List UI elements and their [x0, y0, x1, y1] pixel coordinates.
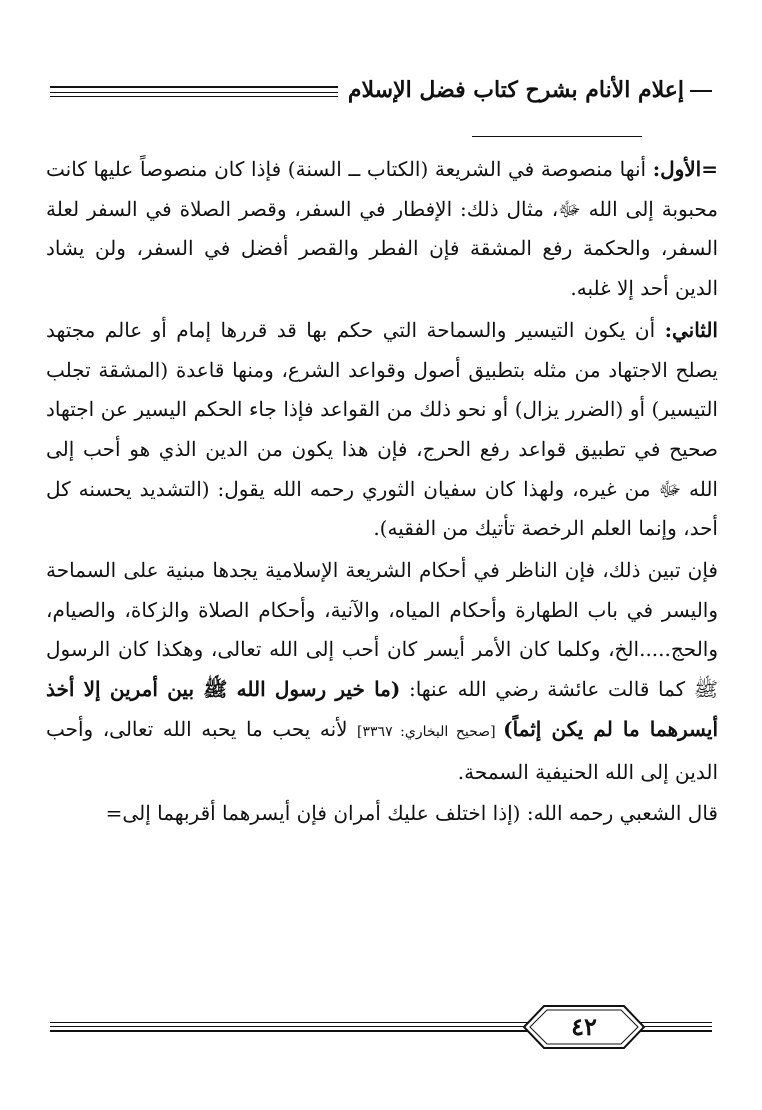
section-divider	[472, 136, 642, 137]
page-number: ٤٢	[571, 1012, 597, 1041]
page-footer	[50, 1000, 712, 1056]
point-label: =الأول:	[652, 157, 718, 181]
paragraph-shabi-quote	[46, 794, 718, 834]
page-number-badge	[522, 1004, 646, 1050]
paragraph-text: فإن تبين ذلك، فإن الناظر في أحكام الشريعة الإسلامية يجدها مبنية على السماحة واليسر في باب الطهارة وأحكام المياه، والآنية، وأحكام الصلاة والزكاة، والصيام، والحج.....الخ، وكلما كان الأمر أيسر كان أحب إلى الله تعالى، وهكذا كان الرسول ﷺ كما قالت عائشة رضي الله عنها:	[46, 558, 718, 702]
hadith-reference: [صحيح البخاري: ٣٣٦٧]	[357, 723, 504, 740]
page-body	[46, 150, 718, 980]
book-title: إعلام الأنام بشرح كتاب فضل الإسلام	[347, 77, 684, 103]
paragraph-first-point	[46, 150, 718, 309]
header-title-wrap	[338, 74, 712, 106]
paragraph-text: لأنه يحب ما يحبه الله تعالى، وأحب الدين إلى الله الحنيفية السمحة.	[46, 716, 718, 784]
paragraph-text: قال الشعبي رحمه الله: (إذا اختلف عليك أمران فإن أيسرهما أقربهما إلى=	[105, 801, 718, 826]
paragraph-conclusion	[46, 551, 718, 792]
paragraph-text: أنها منصوصة في الشريعة (الكتاب ــ السنة) فإذا كان منصوصاً عليها كانت محبوبة إلى الله ﷻ، مثال ذلك: الإفطار في السفر، وقصر الصلاة في السفر لعلة السفر، والحكمة رفع المشقة فإن الفطر والقصر أفضل في السفر، ولن يشاد الدين أحد إلا غلبه.	[46, 157, 718, 301]
running-header	[50, 68, 712, 108]
hadith-quote: (ما خير رسول الله ﷺ بين أمرين إلا أخذ أيسرهما ما لم يكن إثماً)	[46, 677, 718, 741]
point-label: الثاني:	[664, 317, 718, 342]
header-ornament	[690, 90, 712, 92]
paragraph-text: أن يكون التيسير والسماحة التي حكم بها قد قررها إمام أو عالم مجتهد يصلح الاجتهاد من مثله بتطبيق أصول وقواعد الشرع، ومنها قاعدة (المشقة تجلب التيسير) أو (الضرر يزال) أو نحو ذلك من القواعد فإذا جاء الحكم اليسير عن اجتهاد صحيح في تطبيق قواعد رفع الحرج، فإن هذا يكون من الدين الذي هو أحب إلى الله ﷻ من غيره، ولهذا كان سفيان الثوري رحمه الله يقول: (التشديد يحسنه كل أحد، وإنما العلم الرخصة تأتيك من الفقيه).	[46, 317, 718, 541]
paragraph-second-point	[46, 311, 718, 549]
